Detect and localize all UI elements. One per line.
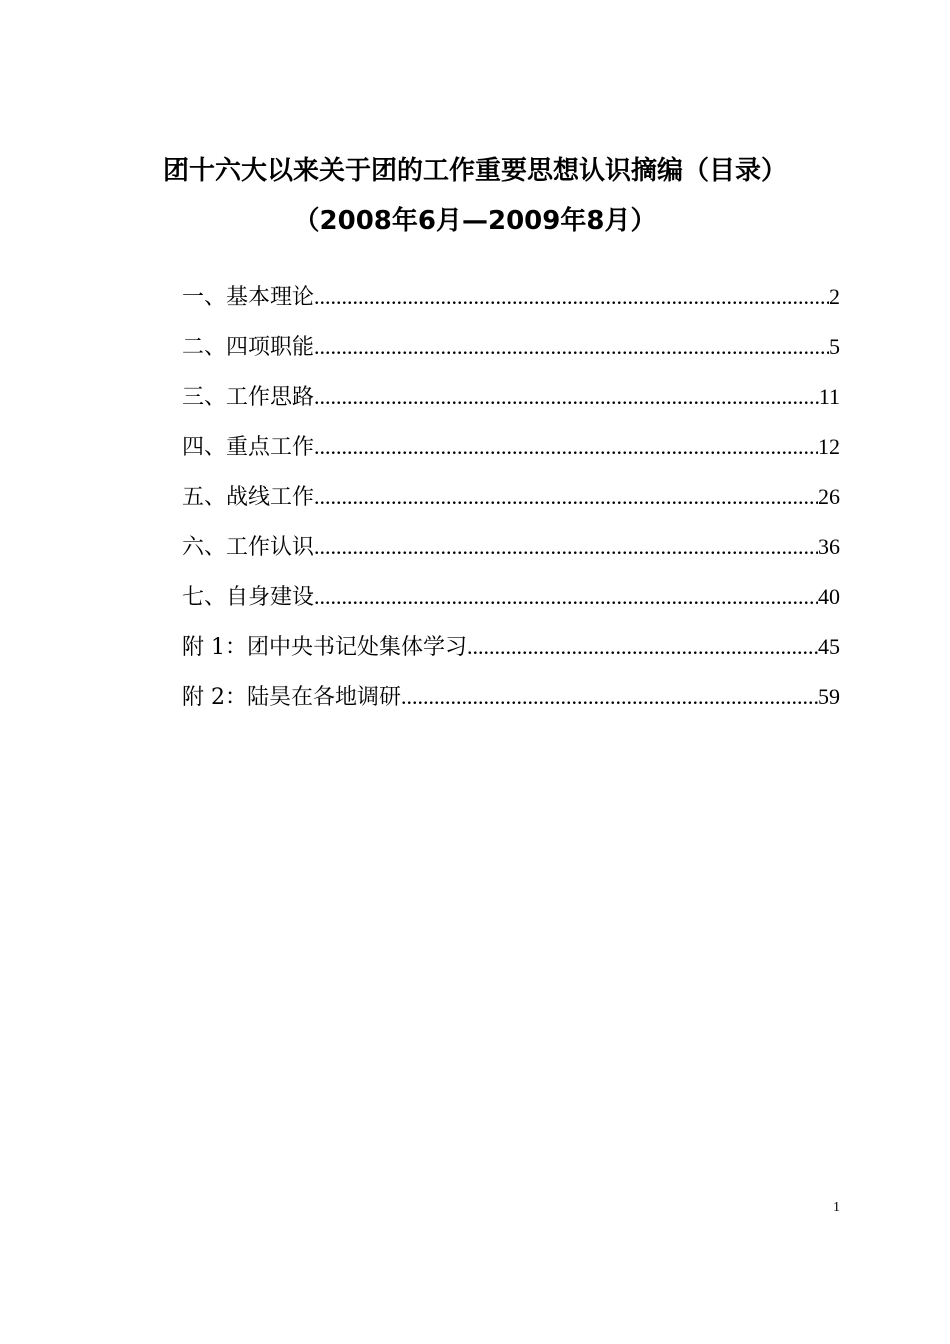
toc-entry-page: 40 <box>818 584 840 609</box>
toc-entry-label: 七、自身建设 <box>182 585 315 610</box>
toc-dot-leader <box>314 527 818 567</box>
toc-entry-label: 六、工作认识 <box>182 535 315 560</box>
document-subtitle: （2008年6月—2009年8月） <box>293 206 657 236</box>
toc-entry-label: 四、重点工作 <box>182 435 315 460</box>
toc-entry-basic-theory[interactable] <box>182 277 840 327</box>
toc-entry-page: 12 <box>818 434 840 459</box>
toc-entry-page: 5 <box>829 334 840 359</box>
toc-entry-work-understanding[interactable] <box>182 527 840 577</box>
toc-dot-leader <box>467 627 818 667</box>
toc-entry-page: 26 <box>818 484 840 509</box>
toc-entry-label: 附 1：团中央书记处集体学习 <box>182 635 467 660</box>
toc-entry-label: 三、工作思路 <box>182 385 315 410</box>
toc-dot-leader <box>314 277 829 317</box>
toc-entry-front-work[interactable] <box>182 477 840 527</box>
toc-entry-work-approach[interactable] <box>182 377 840 427</box>
toc-dot-leader <box>314 477 818 517</box>
toc-entry-key-work[interactable] <box>182 427 840 477</box>
toc-dot-leader <box>314 577 818 617</box>
toc-entry-appendix-1[interactable] <box>182 627 840 677</box>
toc-entry-page: 59 <box>818 684 840 709</box>
toc-entry-label: 一、基本理论 <box>182 285 315 310</box>
toc-entry-page: 2 <box>829 284 840 309</box>
toc-dot-leader <box>314 427 818 467</box>
page-number: 1 <box>833 1200 840 1215</box>
toc-entry-label: 五、战线工作 <box>182 485 315 510</box>
toc-entry-self-building[interactable] <box>182 577 840 627</box>
toc-entry-label: 附 2：陆昊在各地调研 <box>182 685 401 710</box>
toc-entry-label: 二、四项职能 <box>182 335 315 360</box>
toc-entry-page: 11 <box>818 384 840 409</box>
toc-entry-appendix-2[interactable] <box>182 677 840 727</box>
toc-dot-leader <box>314 377 819 417</box>
toc-entry-page: 45 <box>818 634 840 659</box>
document-title: 团十六大以来关于团的工作重要思想认识摘编（目录） <box>162 156 787 186</box>
toc-entry-four-functions[interactable] <box>182 327 840 377</box>
toc-entry-page: 36 <box>818 534 840 559</box>
table-of-contents <box>182 277 840 727</box>
toc-dot-leader <box>401 677 818 717</box>
toc-dot-leader <box>314 327 829 367</box>
